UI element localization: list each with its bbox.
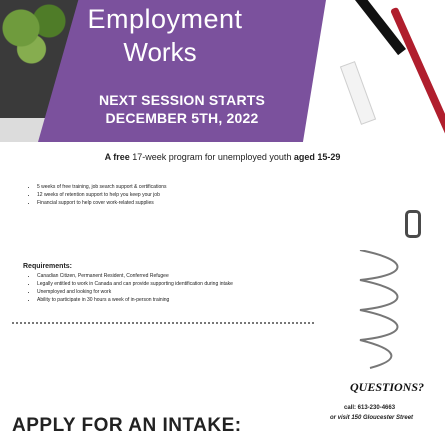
list-item: • 5 weeks of free training, job search support & certifications bbox=[37, 183, 337, 191]
session-start-date: DECEMBER 5TH, 2022 bbox=[105, 110, 259, 126]
list-item: • 12 weeks of retention support to help you keep your job bbox=[37, 191, 337, 199]
dotted-divider bbox=[12, 322, 314, 324]
questions-heading: QUESTIONS? bbox=[350, 380, 425, 394]
apply-heading: APPLY FOR AN INTAKE: bbox=[12, 415, 242, 436]
list-item: • Unemployed and looking for work bbox=[37, 288, 337, 296]
visit-address: or visit 150 Gloucester Street bbox=[330, 415, 414, 421]
spring-icon bbox=[350, 250, 420, 370]
list-item: • Legally entitled to work in Canada and can provide supporting identification during intake bbox=[37, 280, 337, 288]
requirements-heading: Requirements: bbox=[23, 263, 73, 270]
benefits-list bbox=[27, 183, 337, 207]
list-item: • Financial support to help cover work-related supplies bbox=[37, 199, 337, 207]
white-pen-image bbox=[340, 61, 376, 125]
tagline-middle: 17-week program for unemployed youth bbox=[129, 152, 294, 162]
tagline-suffix: aged 15-29 bbox=[293, 152, 341, 162]
list-item: • Canadian Citizen, Permanent Resident, Conferred Refugee bbox=[37, 272, 337, 280]
red-pencil-image bbox=[390, 7, 445, 142]
program-tagline bbox=[0, 152, 445, 162]
list-item: • Ability to participate in 30 hours a week of in-person training bbox=[37, 296, 337, 304]
session-start-label: NEXT SESSION STARTS bbox=[98, 92, 266, 108]
hero-banner bbox=[0, 0, 445, 142]
program-subtitle: Works bbox=[123, 37, 197, 67]
paperclip-icon bbox=[405, 210, 421, 238]
program-title: Employment bbox=[87, 4, 243, 34]
phone-number: call: 613-230-4663 bbox=[344, 405, 396, 411]
tagline-prefix: A free bbox=[104, 152, 130, 162]
requirements-list bbox=[27, 272, 337, 304]
